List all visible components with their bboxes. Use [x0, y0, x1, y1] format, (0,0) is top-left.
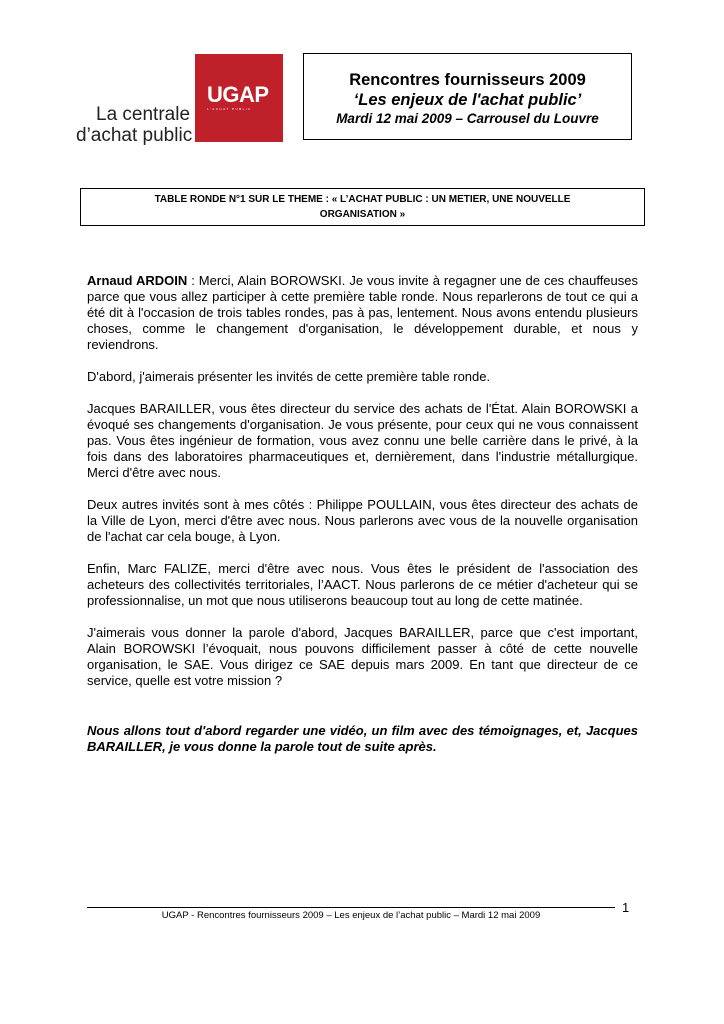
event-subtitle: ‘Les enjeux de l'achat public’	[353, 91, 582, 109]
table-ronde-line-1: TABLE RONDE N°1 SUR LE THEME : « L’ACHAT PUBLIC : UN METIER, UNE NOUVELLE	[154, 194, 571, 205]
paragraph-3: Jacques BARAILLER, vous êtes directeur du service des achats de l'État. Alain BOROWSKI a évoqué ses changements d'organisation. Je vous présente, pour ceux qui ne vous connaissent pas. Vous êtes ingénieur de formation, vous avez connu une belle carrière dans le privé, à la fois dans des laboratoires pharmaceutiques et, dernièrement, dans l'industrie métallurgique. Merci d'être avec nous.	[87, 401, 638, 480]
tagline-line-2: d’achat public	[76, 125, 193, 146]
paragraph-5: Enfin, Marc FALIZE, merci d'être avec nous. Vous êtes le président de l'association des acheteurs des collectivités territoriales, l’AACT. Nous parlerons de ce métier d'acheteur qui se professionnalise, un mot que nous utiliserons beaucoup tout au long de cette matinée.	[87, 561, 638, 608]
ugap-logo	[195, 54, 283, 142]
tagline	[76, 104, 192, 146]
logo-name: UGAP	[207, 82, 269, 107]
transcript-body	[87, 273, 638, 771]
event-date: Mardi 12 mai 2009 – Carrousel du Louvre	[336, 111, 599, 126]
paragraph-1	[87, 273, 638, 353]
footer-text: UGAP - Rencontres fournisseurs 2009 – Les enjeux de l’achat public – Mardi 12 mai 2009	[161, 910, 541, 921]
tagline-line-1: La centrale	[96, 104, 191, 125]
speaker-name: Arnaud ARDOIN	[87, 273, 188, 288]
table-ronde-line-2: ORGANISATION »	[319, 209, 406, 220]
table-ronde-title-box	[80, 188, 645, 226]
footer-divider	[87, 907, 615, 908]
event-title: Rencontres fournisseurs 2009	[349, 71, 586, 89]
paragraph-1-text: : Merci, Alain BOROWSKI. Je vous invite à regagner une de ces chauffeuses parce que vous allez participer à cette première table ronde. Nous reparlerons de tout ce qui a été dit à l'occasion de trois tables rondes, pas à pas, lentement. Nous avons entendu plusieurs choses, comme le changement d'organisation, le développement durable, et nous y reviendrons.	[87, 273, 638, 352]
page-number: 1	[622, 900, 630, 915]
logo-subtitle: L'ACHAT PUBLIC	[207, 107, 252, 111]
closing-paragraph: Nous allons tout d'abord regarder une vidéo, un film avec des témoignages, et, Jacques BARAILLER, je vous donne la parole tout de suite après.	[87, 723, 638, 754]
paragraph-4: Deux autres invités sont à mes côtés : Philippe POULLAIN, vous êtes directeur des achats de la Ville de Lyon, merci d'être avec nous. Nous parlerons avec vous de la nouvelle organisation de l'achat car cela bouge, à Lyon.	[87, 497, 638, 544]
paragraph-2: D'abord, j'aimerais présenter les invités de cette première table ronde.	[87, 369, 491, 384]
paragraph-6: J'aimerais vous donner la parole d'abord, Jacques BARAILLER, parce que c'est important, Alain BOROWSKI l’évoquait, nous pouvons difficilement passer à côté de cette nouvelle organisation, le SAE. Vous dirigez ce SAE depuis mars 2009. En tant que directeur de ce service, quelle est votre mission ?	[87, 625, 638, 688]
event-header-box	[303, 53, 632, 140]
